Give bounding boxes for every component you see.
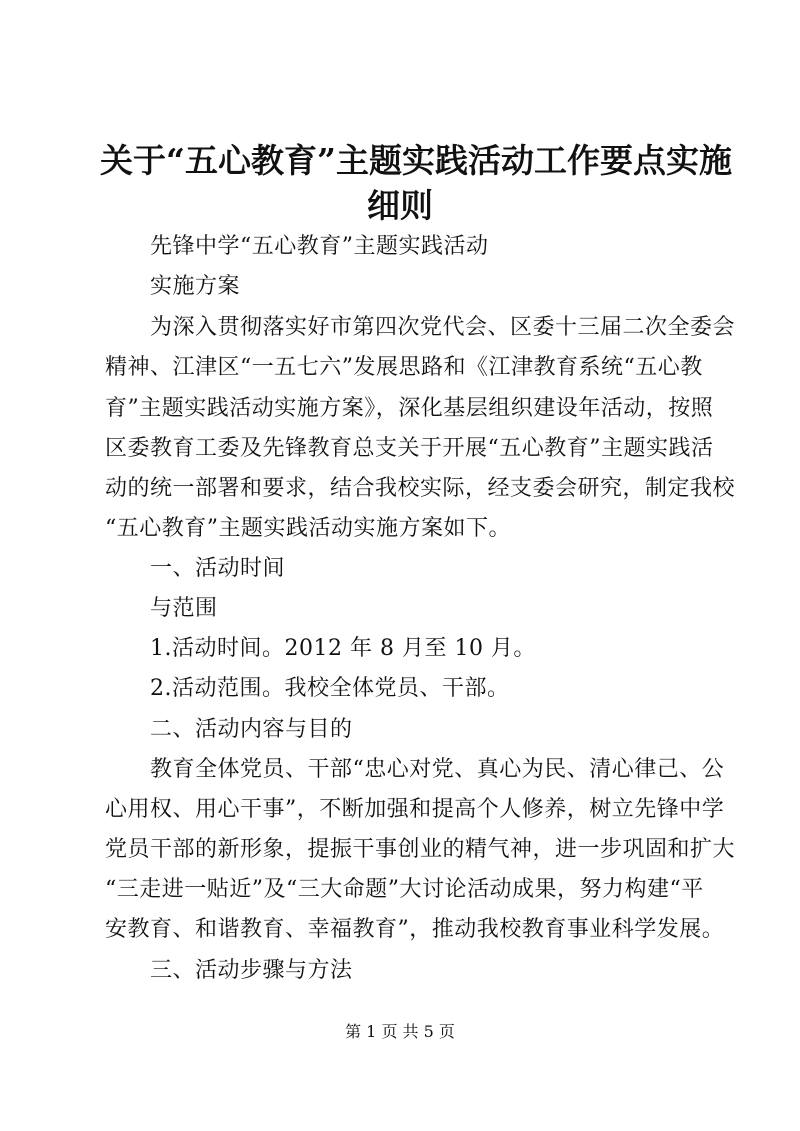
list-item-activity-scope: 2.活动范围。我校全体党员、干部。 bbox=[150, 676, 510, 701]
paragraph-content-line: 教育全体党员、干部“忠心对党、真心为民、清心律己、公 bbox=[150, 757, 725, 782]
paragraph-intro-line: 为深入贯彻落实好市第四次党代会、区委十三届二次全委会 bbox=[150, 315, 736, 340]
paragraph-intro-line: 动的统一部署和要求，结合我校实际，经支委会研究，制定我校 bbox=[105, 476, 736, 501]
paragraph-content-line: “三走进一贴近”及“三大命题”大讨论活动成果，努力构建“平 bbox=[105, 877, 704, 902]
list-item-activity-time: 1.活动时间。2012 年 8 月至 10 月。 bbox=[150, 636, 536, 661]
subtitle-plan: 实施方案 bbox=[150, 274, 241, 299]
paragraph-intro-line: “五心教育”主题实践活动实施方案如下。 bbox=[105, 516, 511, 541]
document-title-line-1: 关于“五心教育”主题实践活动工作要点实施 bbox=[100, 141, 732, 180]
page-footer: 第 1 页 共 5 页 bbox=[345, 1022, 455, 1041]
paragraph-intro-line: 区委教育工委及先锋教育总支关于开展“五心教育”主题实践活 bbox=[105, 436, 714, 461]
section-heading-3: 三、活动步骤与方法 bbox=[150, 958, 353, 983]
paragraph-intro-line: 育”主题实践活动实施方案》，深化基层组织建设年活动，按照 bbox=[105, 396, 714, 421]
subtitle-school: 先锋中学“五心教育”主题实践活动 bbox=[150, 234, 489, 259]
paragraph-content-line: 心用权、用心干事”，不断加强和提高个人修养，树立先锋中学 bbox=[105, 797, 725, 822]
section-heading-2: 二、活动内容与目的 bbox=[150, 717, 353, 742]
document-title-line-2: 细则 bbox=[367, 186, 433, 225]
paragraph-content-line: 安教育、和谐教育、幸福教育”，推动我校教育事业科学发展。 bbox=[105, 917, 725, 942]
section-heading-1-continued: 与范围 bbox=[150, 596, 218, 621]
section-heading-1: 一、活动时间 bbox=[150, 556, 286, 581]
paragraph-intro-line: 精神、江津区“一五七六”发展思路和《江津教育系统“五心教 bbox=[105, 355, 703, 380]
paragraph-content-line: 党员干部的新形象，提振干事创业的精气神，进一步巩固和扩大 bbox=[105, 837, 736, 862]
